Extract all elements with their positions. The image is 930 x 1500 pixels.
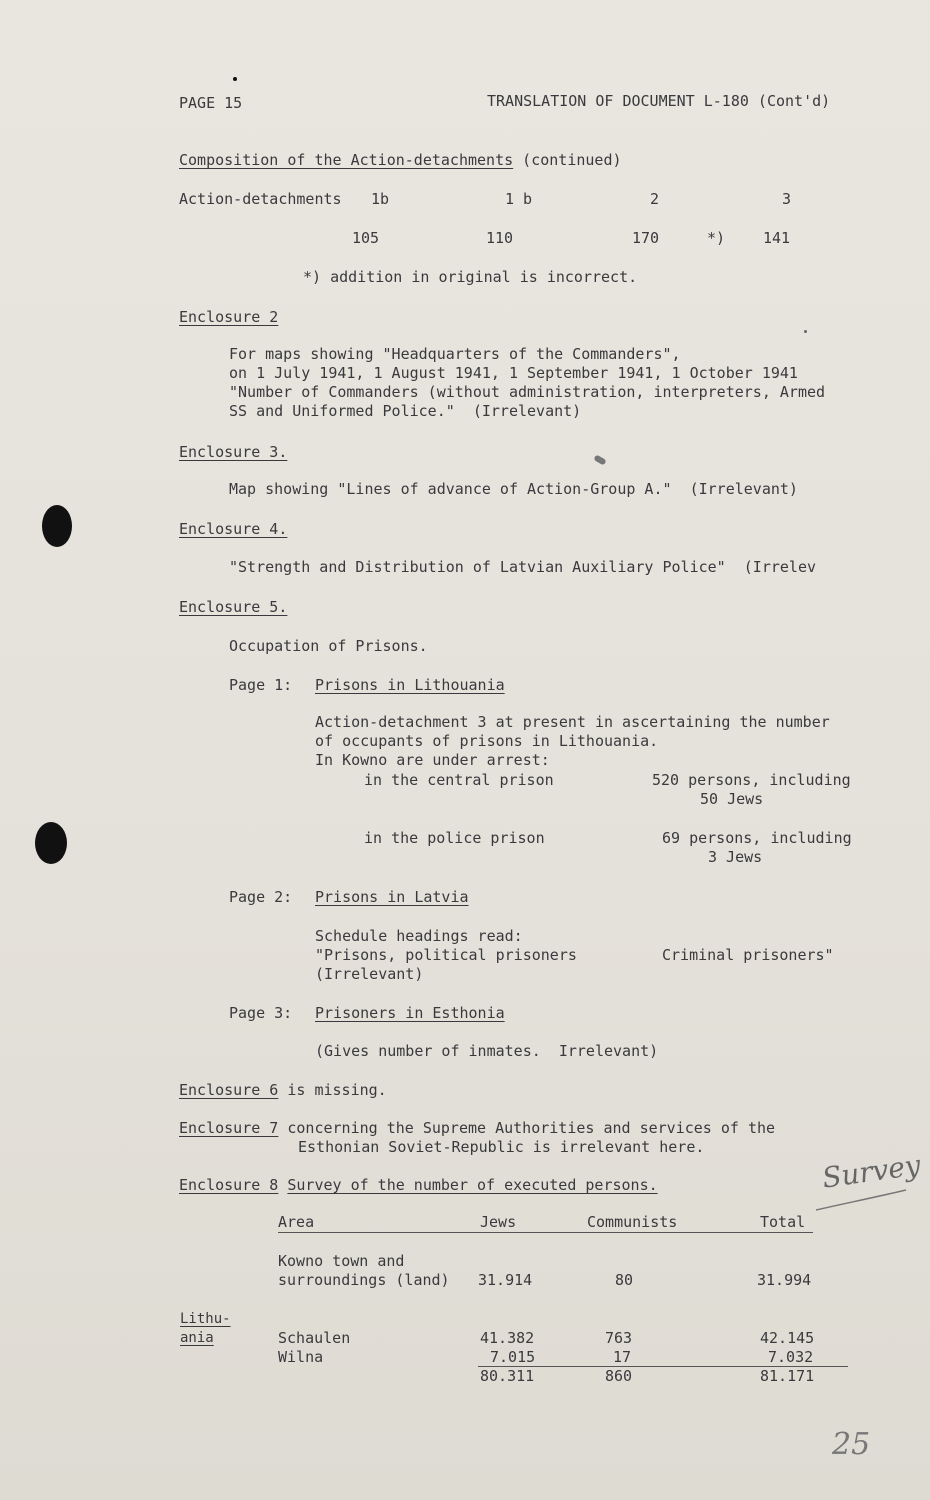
value-141: 141 bbox=[763, 229, 791, 247]
col-1b: 1b bbox=[371, 190, 390, 208]
page-1-line-1: Action-detachment 3 at present in ascertaining the number bbox=[315, 713, 830, 731]
page-1-line-3: In Kowno are under arrest: bbox=[315, 751, 550, 769]
police-prison-label: in the police prison bbox=[364, 829, 545, 847]
page-3-text: (Gives number of inmates. Irrelevant) bbox=[315, 1042, 659, 1060]
schaulen-area: Schaulen bbox=[278, 1329, 351, 1347]
total-jews: 80.311 bbox=[480, 1367, 535, 1385]
kowno-area-line-2: surroundings (land) bbox=[278, 1271, 450, 1289]
col-3: 3 bbox=[782, 190, 792, 208]
police-prison-count: 69 persons, including bbox=[662, 829, 852, 847]
kowno-total: 31.994 bbox=[757, 1271, 812, 1289]
enclosure-7-line-2: Esthonian Soviet-Republic is irrelevant here. bbox=[298, 1138, 705, 1156]
schaulen-communists: 763 bbox=[605, 1329, 633, 1347]
page-1-label: Page 1: bbox=[229, 676, 293, 694]
ink-dot bbox=[233, 77, 237, 81]
col-1b-second: 1 b bbox=[505, 190, 533, 208]
composition-footnote: *) addition in original is incorrect. bbox=[303, 268, 638, 286]
page-2-title: Prisons in Latvia bbox=[315, 888, 469, 906]
schaulen-jews: 41.382 bbox=[480, 1329, 535, 1347]
handwritten-note: Survey bbox=[820, 1148, 923, 1195]
page-2-criminal: Criminal prisoners" bbox=[662, 946, 834, 964]
enclosure-2-line-4: SS and Uniformed Police." (Irrelevant) bbox=[229, 402, 582, 420]
folio-number: 25 bbox=[832, 1427, 871, 1462]
value-105: 105 bbox=[352, 229, 380, 247]
value-170: 170 bbox=[632, 229, 660, 247]
kowno-communists: 80 bbox=[615, 1271, 634, 1289]
table-header-communists: Communists bbox=[587, 1213, 678, 1231]
kowno-jews: 31.914 bbox=[478, 1271, 533, 1289]
total-communists: 860 bbox=[605, 1367, 633, 1385]
central-prison-jews: 50 Jews bbox=[700, 790, 764, 808]
enclosure-8-title: Enclosure 8 Survey of the number of executed persons. bbox=[179, 1176, 658, 1194]
enclosure-5-title: Enclosure 5. bbox=[179, 598, 288, 616]
wilna-area: Wilna bbox=[278, 1348, 324, 1366]
kowno-area-line-1: Kowno town and bbox=[278, 1252, 405, 1270]
footnote-mark: *) bbox=[707, 229, 726, 247]
wilna-total: 7.032 bbox=[768, 1348, 814, 1366]
table-header-jews: Jews bbox=[480, 1213, 517, 1231]
composition-row-label: Action-detachments bbox=[179, 190, 342, 208]
schaulen-total: 42.145 bbox=[760, 1329, 815, 1347]
ink-smudge bbox=[593, 454, 606, 465]
page-2-line-1: Schedule headings read: bbox=[315, 927, 523, 945]
enclosure-7-line-1: Enclosure 7 concerning the Supreme Authorities and services of the bbox=[179, 1119, 776, 1137]
page-3-title: Prisoners in Esthonia bbox=[315, 1004, 505, 1022]
col-2: 2 bbox=[650, 190, 660, 208]
enclosure-2-line-1: For maps showing "Headquarters of the Commanders", bbox=[229, 345, 681, 363]
binder-hole-bottom bbox=[35, 822, 67, 864]
composition-heading: Composition of the Action-detachments (continued) bbox=[179, 151, 622, 169]
ink-speck bbox=[804, 330, 807, 333]
page-2-line-2: "Prisons, political prisoners bbox=[315, 946, 577, 964]
enclosure-2-line-2: on 1 July 1941, 1 August 1941, 1 September 1941, 1 October 1941 bbox=[229, 364, 798, 382]
side-label-1: Lithu- bbox=[180, 1311, 231, 1327]
total-total: 81.171 bbox=[760, 1367, 815, 1385]
page-2-line-3: (Irrelevant) bbox=[315, 965, 424, 983]
central-prison-count: 520 persons, including bbox=[652, 771, 851, 789]
value-110: 110 bbox=[486, 229, 514, 247]
enclosure-2-line-3: "Number of Commanders (without administration, interpreters, Armed bbox=[229, 383, 826, 401]
enclosure-5-subtitle: Occupation of Prisons. bbox=[229, 637, 428, 655]
enclosure-6: Enclosure 6 is missing. bbox=[179, 1081, 387, 1099]
handwritten-underline bbox=[812, 1186, 912, 1216]
police-prison-jews: 3 Jews bbox=[708, 848, 763, 866]
page-1-title: Prisons in Lithouania bbox=[315, 676, 505, 694]
enclosure-4-title: Enclosure 4. bbox=[179, 520, 288, 538]
table-header-total: Total bbox=[760, 1213, 806, 1231]
binder-hole-top bbox=[42, 505, 72, 547]
page-number: PAGE 15 bbox=[179, 94, 243, 112]
page-2-label: Page 2: bbox=[229, 888, 293, 906]
side-label-2: ania bbox=[180, 1330, 214, 1346]
table-header-area: Area bbox=[278, 1213, 315, 1231]
enclosure-2-title: Enclosure 2 bbox=[179, 308, 279, 326]
wilna-jews: 7.015 bbox=[490, 1348, 536, 1366]
wilna-communists: 17 bbox=[613, 1348, 632, 1366]
page-3-label: Page 3: bbox=[229, 1004, 293, 1022]
document-title: TRANSLATION OF DOCUMENT L-180 (Cont'd) bbox=[487, 92, 831, 110]
enclosure-3-text: Map showing "Lines of advance of Action-Group A." (Irrelevant) bbox=[229, 480, 798, 498]
page-1-line-2: of occupants of prisons in Lithouania. bbox=[315, 732, 659, 750]
central-prison-label: in the central prison bbox=[364, 771, 554, 789]
enclosure-3-title: Enclosure 3. bbox=[179, 443, 288, 461]
table-header-rule bbox=[278, 1232, 813, 1233]
enclosure-4-text: "Strength and Distribution of Latvian Auxiliary Police" (Irrelev bbox=[229, 558, 816, 576]
